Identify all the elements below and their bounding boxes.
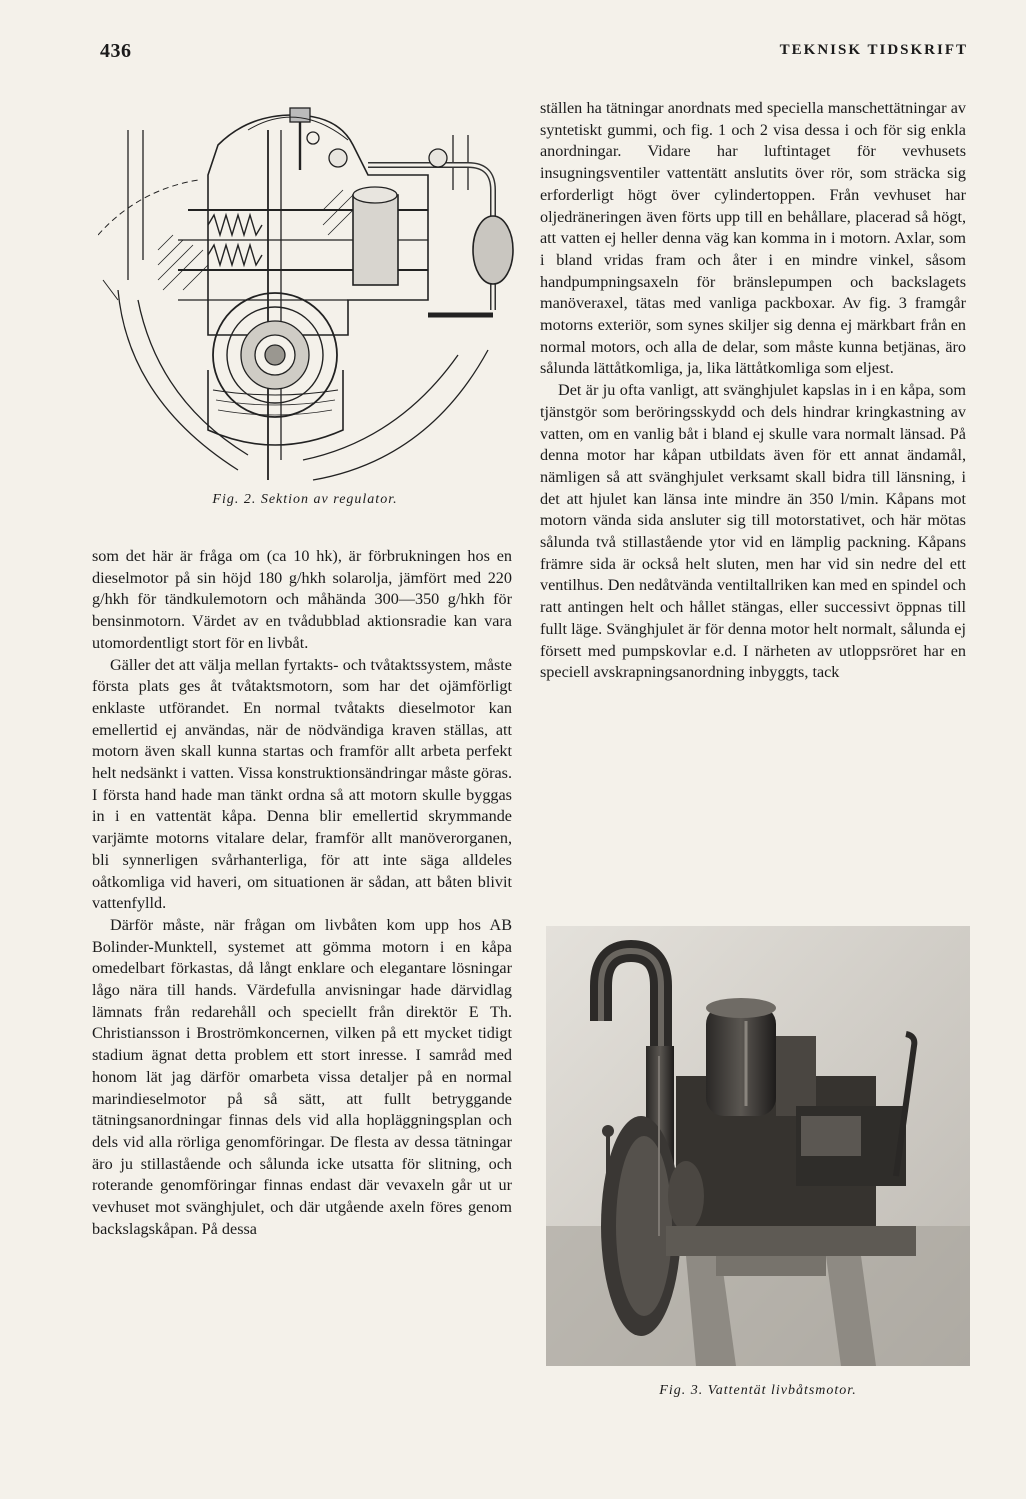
figure-regulator-section [98, 100, 528, 490]
left-column-text [92, 546, 512, 1241]
lifeboat-engine-photo [546, 926, 970, 1366]
left-paragraph-1: som det här är fråga om (ca 10 hk), är förbrukningen hos en dieselmotor på sin höjd 180 g/hkh solarolja, jämfört med 220 g/hkh för tändkulemotorn och måhända 300—350 g/hkh för bensinmotorn. Värdet av en tvådubblad aktionsradie kan vara utomordentligt stort för en livbåt. [92, 547, 512, 652]
right-paragraph-1: ställen ha tätningar anordnats med speciella manschettätningar av syntetiskt gummi, och fig. 1 och 2 visa dessa i och för sig enkla anordningar. Vidare har luftintaget för vevhusets insugningsventiler vattentätt anslutits över rör, som sträcka sig erforderligt högt över cylindertoppen. Från vevhuset har oljedräneringen även förts upp till en behållare, placerad så högt, att vatten ej heller denna väg kan komma in i motorn. Axlar, som i bland vridas fram och åter i en mindre vinkel, såsom handpumpningsaxeln för bränslepumpen och backslagets manöveraxel, tätas med vanliga packboxar. Av fig. 3 framgår motorns exteriör, som synes skiljer sig denna ej märkbart från en normal motors, och alla de delar, som måste kunna betjänas, äro sålunda lättåtkomliga, ja, lika lättåtkomliga som eljest. [540, 99, 966, 378]
journal-title: TEKNISK TIDSKRIFT [779, 42, 968, 58]
figure-lifeboat-engine-photo [546, 926, 970, 1366]
left-paragraph-2: Gäller det att välja mellan fyrtakts- och tvåtaktssystem, måste första plats ges åt tvåtaktsmotorn, som har det ojämförligt enklaste utförandet. En normal tvåtakts dieselmotor kan emellertid ej användas, när de nödvändiga kraven ställas, att motorn även skall kunna startas och framför allt arbeta perfekt helt nedsänkt i vatten. Vissa konstruktionsändringar måste göras. I första hand hade man tänkt ordna så att motorn skulle byggas in i en vattentät kåpa. Denna blir emellertid skrymmande varjämte motorns vitalare delar, framför allt manöverorganen, bli synnerligen svårhanterliga, för att inte säga alldeles oåtkomliga vid haveri, om situationen är sådan, att båten blivit vattenfylld. [92, 655, 512, 913]
right-paragraph-2: Det är ju ofta vanligt, att svänghjulet kapslas in i en kåpa, som tjänstgör som beröringsskydd och dels hindrar kringkastning av vatten, om en vanlig båt i bland ej skulle vara normalt länsad. På denna motor har kåpan utbildats även för ett annat ändamål, nämligen så att svänghjulet verksamt skall bidra till länsning, i det att hjulet kan länsa inte mindre än 350 l/min. Kåpans mot motorn vända sida ansluter sig till motorstativet, och här mötas sålunda två stillastående ytor vid en lämplig packning. Kåpans främre sida är också helt sluten, men har vid sin nedre del ett ventilhus. Den nedåtvända ventiltallriken kan med en spindel och ratt antingen helt och hållet stängas, eller successivt öppnas till fullt läge. Svänghjulet är för denna motor helt normalt, sålunda ej försett med pumpskovlar e.d. I närheten av utloppsröret har en speciell avskrapningsanordning inbyggts, tack [540, 381, 966, 682]
right-column-text [540, 98, 966, 684]
page-number: 436 [100, 40, 132, 62]
figure-2-caption: Fig. 2. Sektion av regulator. [212, 492, 398, 507]
regulator-section-drawing [98, 100, 528, 490]
left-paragraph-3: Därför måste, när frågan om livbåten kom upp hos AB Bolinder-Munktell, systemet att gömma motorn i en kåpa omedelbart förkastas, då långt enklare och elegantare lösningar lågo nära till hands. Värdefulla anvisningar hade därvidlag lämnats från redarehåll och speciellt från direktör E Th. Christiansson i Broströmkoncernen, vilken på ett mycket tidigt stadium ägnat detta problem ett stort inresse. I samråd med honom lät jag därför omarbeta vissa detaljer på en normal marindieselmotor på så sätt, att fullt betryggande tätningsanordningar finnas dels vid alla hopläggningsplan och dels vid alla rörliga genomföringar. De flesta av dessa tätningar äro ju stillastående och sålunda icke utsatta för slitning, och roterande genomföringar finnas endast där vevaxeln går ut ur vevhuset mot svänghjulet, och där utgående axeln föres genom backslagskåpan. På dessa [92, 915, 512, 1238]
figure-3-caption: Fig. 3. Vattentät livbåtsmotor. [659, 1383, 857, 1398]
